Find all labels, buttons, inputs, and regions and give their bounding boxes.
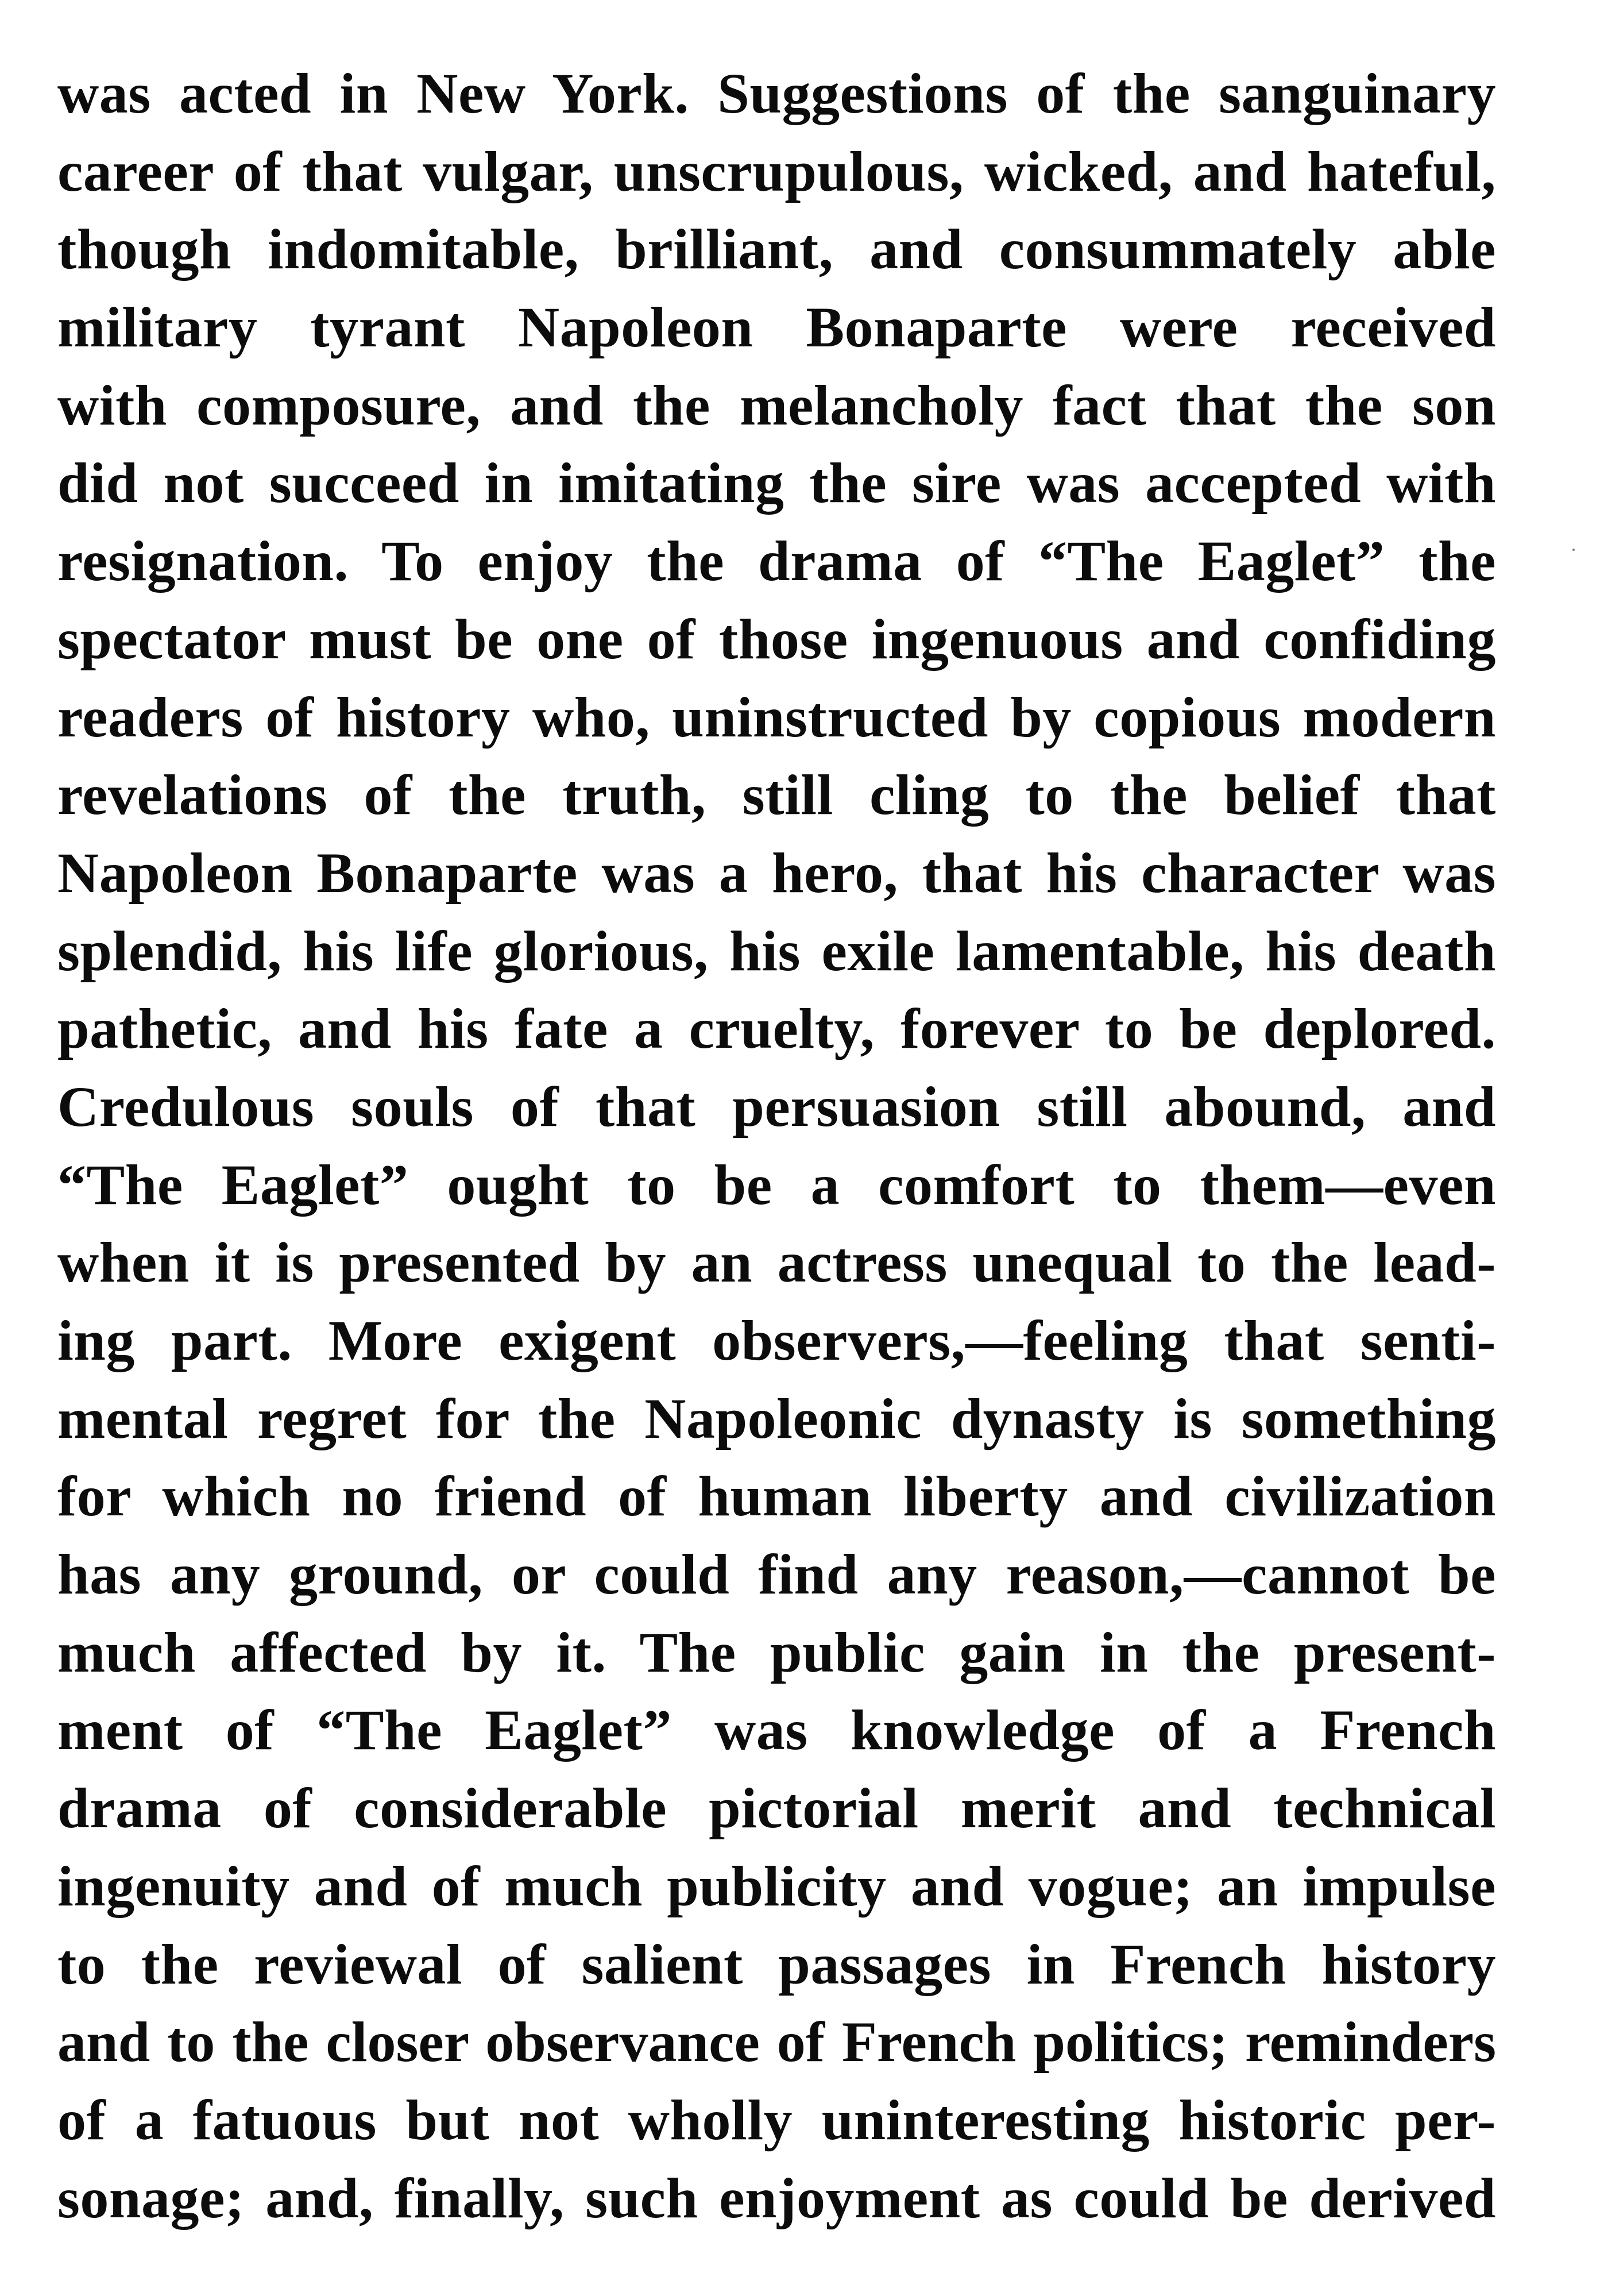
text-line: to the reviewal of salient passages in French history (57, 1932, 1496, 1996)
text-line: “The Eaglet” ought to be a comfort to them—even (57, 1152, 1496, 1217)
text-line: military tyrant Napoleon Bonaparte were received (57, 295, 1496, 360)
text-line: drama of considerable pictorial merit and technical (57, 1776, 1496, 1840)
text-line: spectator must be one of those ingenuous and confiding (57, 607, 1496, 671)
text-line: Credulous souls of that persuasion still abound, and (57, 1074, 1496, 1139)
body-text (57, 55, 1496, 2237)
text-line: with composure, and the melancholy fact that the son (57, 373, 1496, 437)
text-line: ing part. More exigent observers,—feeling that senti- (57, 1309, 1496, 1372)
text-line: did not succeed in imitating the sire was accepted with (57, 451, 1496, 515)
text-line: career of that vulgar, unscrupulous, wicked, and hateful, (57, 139, 1496, 203)
text-line: resignation. To enjoy the drama of “The Eaglet” the (57, 529, 1496, 593)
text-line: splendid, his life glorious, his exile lamentable, his death (57, 919, 1496, 983)
text-line: much affected by it. The public gain in the present- (57, 1620, 1496, 1684)
scan-speck (1572, 549, 1575, 551)
text-line: revelations of the truth, still cling to the belief that (57, 763, 1496, 827)
text-line: ment of “The Eaglet” was knowledge of a French (57, 1698, 1496, 1762)
text-line: and to the closer observance of French politics; reminders (57, 2010, 1496, 2074)
text-line: of a fatuous but not wholly uninteresting historic per- (57, 2087, 1496, 2152)
text-line: sonage; and, finally, such enjoyment as could be derived (57, 2166, 1496, 2230)
text-line: was acted in New York. Suggestions of the sanguinary (57, 61, 1496, 125)
text-line: Napoleon Bonaparte was a hero, that his character was (57, 840, 1496, 905)
text-line: though indomitable, brilliant, and consummately able (57, 217, 1496, 281)
text-line: has any ground, or could find any reason,—cannot be (57, 1542, 1496, 1607)
text-line: pathetic, and his fate a cruelty, forever to be deplored. (57, 997, 1496, 1061)
text-line: mental regret for the Napoleonic dynasty is something (57, 1386, 1496, 1450)
text-line: readers of history who, uninstructed by copious modern (57, 685, 1496, 749)
text-line: for which no friend of human liberty and civilization (57, 1464, 1496, 1529)
text-line: ingenuity and of much publicity and vogue; an impulse (57, 1854, 1496, 1918)
text-line: when it is presented by an actress unequal to the lead- (57, 1230, 1496, 1295)
